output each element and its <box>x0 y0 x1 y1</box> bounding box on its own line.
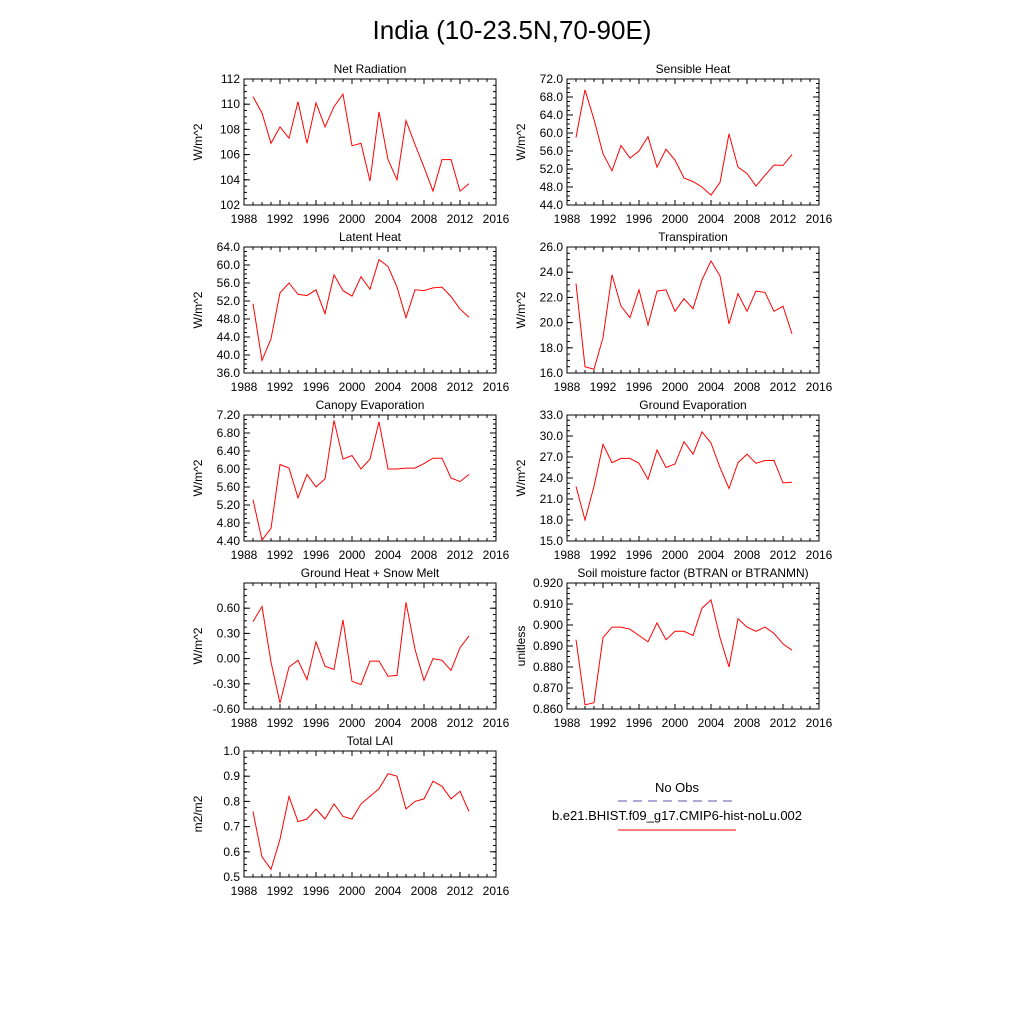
y-tick-label: 0.30 <box>216 626 240 641</box>
series-line <box>576 261 792 369</box>
x-tick-label: 2012 <box>446 548 474 562</box>
y-tick-label: 68.0 <box>539 90 563 104</box>
x-tick-label: 1996 <box>302 212 330 226</box>
y-tick-label: -0.60 <box>212 702 240 716</box>
y-tick-label: 1.0 <box>223 744 240 758</box>
panel-ground-evaporation <box>514 398 833 562</box>
x-tick-label: 2008 <box>733 212 761 226</box>
series-line <box>576 600 792 705</box>
x-tick-label: 2000 <box>661 212 689 226</box>
y-tick-label: 64.0 <box>539 108 563 122</box>
y-tick-label: 106 <box>219 147 240 162</box>
panel-net-radiation <box>191 62 510 226</box>
y-tick-label: 0.9 <box>223 769 240 784</box>
plot-frame <box>244 751 496 877</box>
x-tick-label: 2000 <box>338 380 366 394</box>
series-line <box>253 602 469 703</box>
x-tick-label: 2012 <box>446 380 474 394</box>
y-tick-label: 40.0 <box>216 348 240 362</box>
panel-transpiration <box>514 230 833 394</box>
x-tick-label: 2004 <box>374 716 402 730</box>
series-line <box>253 94 469 191</box>
panel-title: Sensible Heat <box>655 62 731 76</box>
x-tick-label: 2016 <box>805 716 833 730</box>
y-tick-label: 36.0 <box>216 366 240 380</box>
x-tick-label: 2008 <box>733 380 761 394</box>
y-tick-label: 56.0 <box>216 276 240 290</box>
y-tick-label: 26.0 <box>539 240 563 254</box>
panel-canopy-evaporation <box>191 398 510 562</box>
panel-title: Total LAI <box>346 734 394 748</box>
panel-title: Soil moisture factor (BTRAN or BTRANMN) <box>577 566 809 580</box>
x-tick-label: 1996 <box>302 380 330 394</box>
x-tick-label: 1996 <box>625 212 653 226</box>
figure-title: India (10-23.5N,70-90E) <box>372 15 652 45</box>
panel-soil-moisture-factor-btran-or-btranmn <box>514 566 833 730</box>
y-tick-label: 0.860 <box>532 702 563 716</box>
x-tick-label: 1992 <box>589 380 617 394</box>
y-axis-label: W/m^2 <box>514 123 528 161</box>
x-tick-label: 2004 <box>374 380 402 394</box>
x-tick-label: 2000 <box>338 716 366 730</box>
y-tick-label: 18.0 <box>539 513 563 527</box>
legend-obs-label: No Obs <box>654 780 700 795</box>
x-tick-label: 1996 <box>302 548 330 562</box>
x-tick-label: 2008 <box>410 380 438 394</box>
plot-frame <box>244 415 496 541</box>
x-tick-label: 1988 <box>230 884 258 898</box>
y-axis-label: W/m^2 <box>191 627 205 665</box>
y-tick-label: 64.0 <box>216 240 240 254</box>
y-axis-label: W/m^2 <box>191 291 205 329</box>
x-tick-label: 2008 <box>410 212 438 226</box>
x-tick-label: 1992 <box>589 548 617 562</box>
y-tick-label: 7.20 <box>216 408 240 422</box>
y-axis-label: W/m^2 <box>191 123 205 161</box>
y-tick-label: 24.0 <box>539 265 563 280</box>
x-tick-label: 2004 <box>697 548 725 562</box>
plot-frame <box>244 247 496 373</box>
x-tick-label: 2016 <box>482 380 510 394</box>
y-tick-label: 18.0 <box>539 340 563 355</box>
panel-title: Latent Heat <box>338 230 402 244</box>
x-tick-label: 2004 <box>697 212 725 226</box>
panel-title: Canopy Evaporation <box>315 398 425 412</box>
x-tick-label: 2008 <box>733 716 761 730</box>
x-tick-label: 1988 <box>553 212 581 226</box>
x-tick-label: 1988 <box>230 212 258 226</box>
x-tick-label: 2004 <box>374 212 402 226</box>
series-line <box>253 260 469 361</box>
y-tick-label: 60.0 <box>539 126 563 140</box>
panel-title: Ground Heat + Snow Melt <box>300 566 440 580</box>
y-tick-label: 22.0 <box>539 290 563 305</box>
y-tick-label: 52.0 <box>216 294 240 308</box>
y-axis-label: unitless <box>514 625 528 667</box>
y-tick-label: 72.0 <box>539 72 563 86</box>
y-tick-label: 5.60 <box>216 480 240 494</box>
x-tick-label: 1988 <box>553 548 581 562</box>
x-tick-label: 2000 <box>661 716 689 730</box>
y-tick-label: -0.30 <box>212 676 240 691</box>
y-tick-label: 60.0 <box>216 258 240 272</box>
panel-title: Net Radiation <box>333 62 407 76</box>
x-tick-label: 2004 <box>374 548 402 562</box>
x-tick-label: 2004 <box>697 716 725 730</box>
x-tick-label: 1992 <box>266 884 294 898</box>
x-tick-label: 2008 <box>410 884 438 898</box>
x-tick-label: 1992 <box>589 212 617 226</box>
y-tick-label: 0.900 <box>532 618 563 632</box>
x-tick-label: 2008 <box>733 548 761 562</box>
series-line <box>253 420 469 540</box>
panels <box>191 62 833 898</box>
y-tick-label: 52.0 <box>539 162 563 176</box>
y-tick-label: 0.7 <box>223 819 240 834</box>
x-tick-label: 2016 <box>482 212 510 226</box>
y-tick-label: 4.80 <box>216 516 240 530</box>
x-tick-label: 2012 <box>769 716 797 730</box>
x-tick-label: 2016 <box>482 716 510 730</box>
x-tick-label: 2000 <box>338 212 366 226</box>
y-tick-label: 102 <box>219 198 240 212</box>
y-tick-label: 6.40 <box>216 444 240 458</box>
x-tick-label: 1996 <box>625 716 653 730</box>
y-tick-label: 108 <box>219 122 240 137</box>
x-tick-label: 1988 <box>553 380 581 394</box>
series-line <box>253 774 469 870</box>
x-tick-label: 2012 <box>769 380 797 394</box>
y-tick-label: 0.6 <box>223 844 240 859</box>
panel-latent-heat <box>191 230 510 394</box>
y-tick-label: 0.00 <box>216 651 240 666</box>
plot-frame <box>567 79 819 205</box>
panel-sensible-heat <box>514 62 833 226</box>
x-tick-label: 2016 <box>482 884 510 898</box>
panel-title: Transpiration <box>658 230 728 244</box>
plot-frame <box>567 247 819 373</box>
x-tick-label: 2012 <box>446 212 474 226</box>
x-tick-label: 2004 <box>374 884 402 898</box>
x-tick-label: 2000 <box>338 884 366 898</box>
y-tick-label: 48.0 <box>216 312 240 326</box>
y-tick-label: 44.0 <box>216 330 240 344</box>
y-tick-label: 6.80 <box>216 426 240 440</box>
y-tick-label: 5.20 <box>216 498 240 512</box>
y-tick-label: 33.0 <box>539 408 563 422</box>
y-tick-label: 27.0 <box>539 450 563 464</box>
x-tick-label: 2008 <box>410 548 438 562</box>
y-axis-label: W/m^2 <box>191 459 205 497</box>
y-tick-label: 30.0 <box>539 429 563 443</box>
x-tick-label: 2000 <box>661 548 689 562</box>
x-tick-label: 2012 <box>769 212 797 226</box>
x-tick-label: 2016 <box>805 548 833 562</box>
x-tick-label: 1992 <box>266 716 294 730</box>
x-tick-label: 2016 <box>805 380 833 394</box>
x-tick-label: 1996 <box>302 884 330 898</box>
y-tick-label: 4.40 <box>216 534 240 548</box>
x-tick-label: 1992 <box>266 548 294 562</box>
y-tick-label: 0.910 <box>532 597 563 611</box>
x-tick-label: 2016 <box>482 548 510 562</box>
x-tick-label: 2012 <box>769 548 797 562</box>
y-tick-label: 15.0 <box>539 534 563 548</box>
x-tick-label: 2000 <box>338 548 366 562</box>
y-tick-label: 0.870 <box>532 681 563 695</box>
y-tick-label: 16.0 <box>539 366 563 380</box>
x-tick-label: 1992 <box>266 212 294 226</box>
y-tick-label: 44.0 <box>539 198 563 212</box>
plot-frame <box>567 583 819 709</box>
plot-frame <box>244 583 496 709</box>
x-tick-label: 2012 <box>446 716 474 730</box>
y-tick-label: 20.0 <box>539 315 563 330</box>
y-tick-label: 0.60 <box>216 601 240 616</box>
panel-total-lai <box>191 734 510 898</box>
y-tick-label: 0.5 <box>223 870 240 884</box>
y-tick-label: 48.0 <box>539 180 563 194</box>
y-tick-label: 6.00 <box>216 462 240 476</box>
y-tick-label: 0.8 <box>223 794 240 809</box>
x-tick-label: 1996 <box>625 548 653 562</box>
x-tick-label: 1996 <box>302 716 330 730</box>
y-tick-label: 112 <box>220 72 240 86</box>
y-tick-label: 0.920 <box>532 576 563 590</box>
x-tick-label: 2016 <box>805 212 833 226</box>
y-axis-label: W/m^2 <box>514 459 528 497</box>
x-tick-label: 1992 <box>589 716 617 730</box>
x-tick-label: 1992 <box>266 380 294 394</box>
x-tick-label: 1988 <box>230 716 258 730</box>
y-tick-label: 0.880 <box>532 660 563 674</box>
y-tick-label: 110 <box>220 97 240 112</box>
y-axis-label: m2/m2 <box>191 795 205 833</box>
legend-model-label: b.e21.BHIST.f09_g17.CMIP6-hist-noLu.002 <box>551 808 803 823</box>
panel-ground-heat-snow-melt <box>191 566 510 730</box>
x-tick-label: 2000 <box>661 380 689 394</box>
x-tick-label: 2012 <box>446 884 474 898</box>
x-tick-label: 2004 <box>697 380 725 394</box>
series-line <box>576 432 792 520</box>
series-line <box>576 90 792 195</box>
legend <box>552 780 802 830</box>
y-tick-label: 104 <box>219 172 240 187</box>
x-tick-label: 1988 <box>230 548 258 562</box>
panel-title: Ground Evaporation <box>639 398 747 412</box>
x-tick-label: 1988 <box>230 380 258 394</box>
y-tick-label: 0.890 <box>532 639 563 653</box>
y-tick-label: 21.0 <box>539 492 563 506</box>
x-tick-label: 2008 <box>410 716 438 730</box>
x-tick-label: 1988 <box>553 716 581 730</box>
y-tick-label: 24.0 <box>539 471 563 485</box>
y-axis-label: W/m^2 <box>514 291 528 329</box>
y-tick-label: 56.0 <box>539 144 563 158</box>
x-tick-label: 1996 <box>625 380 653 394</box>
